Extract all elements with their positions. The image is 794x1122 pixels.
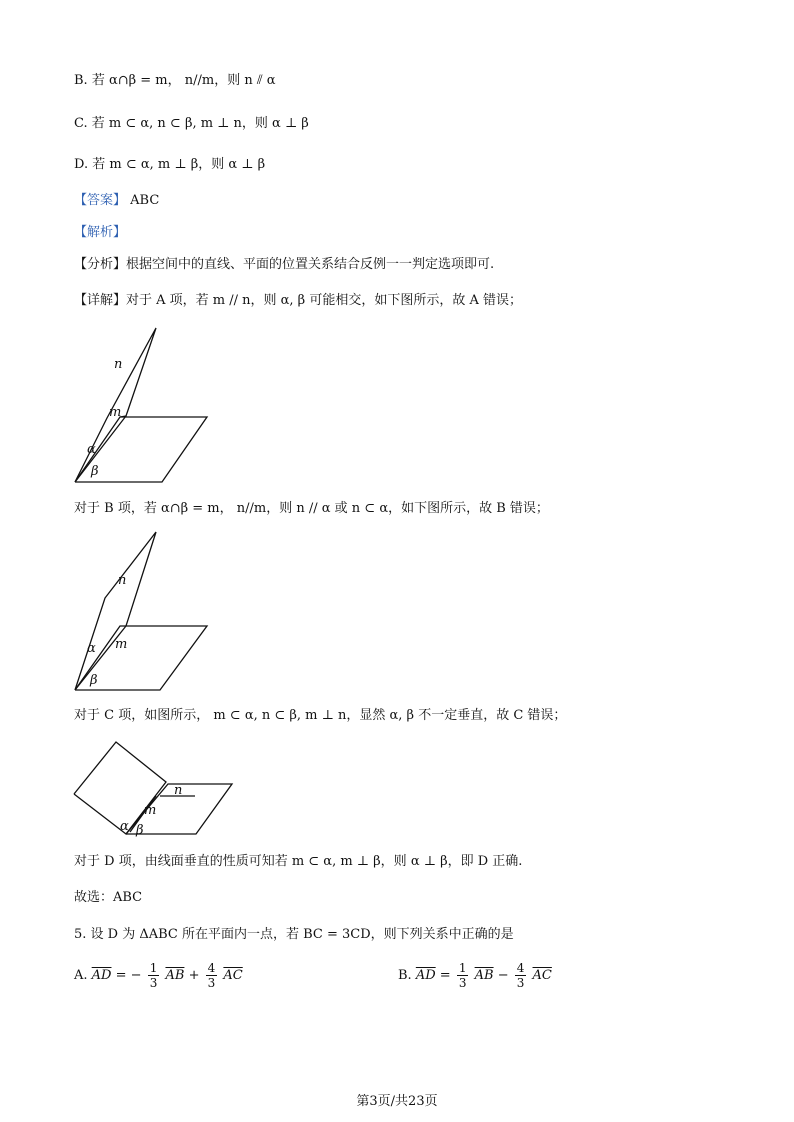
answer-line xyxy=(74,192,159,210)
q5-a-eq: = − xyxy=(115,968,142,983)
q5-b-frac1-num: 1 xyxy=(458,961,467,975)
q5-a-lhs: $\overline{AD}$ xyxy=(91,968,112,983)
fig2-label-n: n xyxy=(118,573,127,588)
fig3-label-alpha: α xyxy=(120,819,129,834)
fig2-label-m: m xyxy=(115,637,128,652)
q5-b-frac1-den: 3 xyxy=(458,976,467,990)
option-b: B. 若 α∩β = m， n//m，则 n ⫽ α xyxy=(74,73,276,88)
fig3-label-m: m xyxy=(144,803,157,818)
q5-b-frac2-num: 4 xyxy=(516,961,525,975)
q5-b-v2: $\overline{AC}$ xyxy=(532,968,552,983)
fig3-label-n: n xyxy=(174,783,183,798)
q5-b-eq: = xyxy=(439,968,451,983)
fig1-label-n: n xyxy=(114,357,123,372)
fig2-label-alpha: α xyxy=(87,641,96,656)
analysis-label: 【解析】 xyxy=(74,225,127,240)
fig1-label-beta: β xyxy=(91,464,99,479)
answer-value: ABC xyxy=(130,193,160,208)
figure-1 xyxy=(60,320,220,490)
q5-a-frac1-num: 1 xyxy=(149,961,158,975)
q5-b-op: − xyxy=(497,968,509,983)
q5-b-frac1 xyxy=(457,961,469,990)
xiangjie-line: 【详解】对于 A 项，若 m // n，则 α, β 可能相交，如下图所示，故 A 错误； xyxy=(74,293,522,308)
q5-option-b xyxy=(398,958,552,994)
figure-2 xyxy=(60,528,220,698)
figure-3 xyxy=(60,734,250,844)
option-d: D. 若 m ⊂ α, m ⊥ β，则 α ⊥ β xyxy=(74,157,266,172)
q5-b-frac2-den: 3 xyxy=(516,976,525,990)
q5-a-v2: $\overline{AC}$ xyxy=(223,968,243,983)
q5-b-frac2 xyxy=(515,961,527,990)
option-c: C. 若 m ⊂ α, n ⊂ β, m ⊥ n，则 α ⊥ β xyxy=(74,116,309,131)
q5-a-label: A. xyxy=(74,968,88,983)
guxuan-line: 故选：ABC xyxy=(74,890,143,905)
fig2-label-beta: β xyxy=(90,673,98,688)
for-c-line: 对于 C 项，如图所示， m ⊂ α, n ⊂ β, m ⊥ n，显然 α, β 不一定垂直，故 C 错误； xyxy=(74,708,567,723)
answer-label: 【答案】 xyxy=(74,193,127,208)
q5-b-v1: $\overline{AB}$ xyxy=(474,968,494,983)
fig1-label-m: m xyxy=(109,405,122,420)
q5-b-lhs: $\overline{AD}$ xyxy=(415,968,436,983)
q5-a-frac2-num: 4 xyxy=(207,961,216,975)
q5-a-v1: $\overline{AB}$ xyxy=(165,968,185,983)
for-b-line: 对于 B 项，若 α∩β = m， n//m，则 n // α 或 n ⊂ α，如下图所示，故 B 错误； xyxy=(74,501,549,516)
q5-a-op: + xyxy=(188,968,200,983)
fig1-label-alpha: α xyxy=(87,442,96,457)
q5-a-frac2 xyxy=(206,961,218,990)
fenxi-line: 【分析】根据空间中的直线、平面的位置关系结合反例一一判定选项即可. xyxy=(74,257,495,272)
question-5: 5. 设 D 为 ΔABC 所在平面内一点，若 BC = 3CD，则下列关系中正确的是 xyxy=(74,927,514,942)
q5-a-frac1 xyxy=(148,961,160,990)
page-footer: 第3页/共23页 xyxy=(356,1094,438,1109)
for-d-line: 对于 D 项，由线面垂直的性质可知若 m ⊂ α, m ⊥ β，则 α ⊥ β，即 D 正确. xyxy=(74,854,523,869)
q5-a-frac2-den: 3 xyxy=(207,976,216,990)
q5-a-frac1-den: 3 xyxy=(149,976,158,990)
q5-b-label: B. xyxy=(398,968,412,983)
q5-option-a xyxy=(74,958,243,994)
fig3-label-beta: β xyxy=(136,823,144,838)
